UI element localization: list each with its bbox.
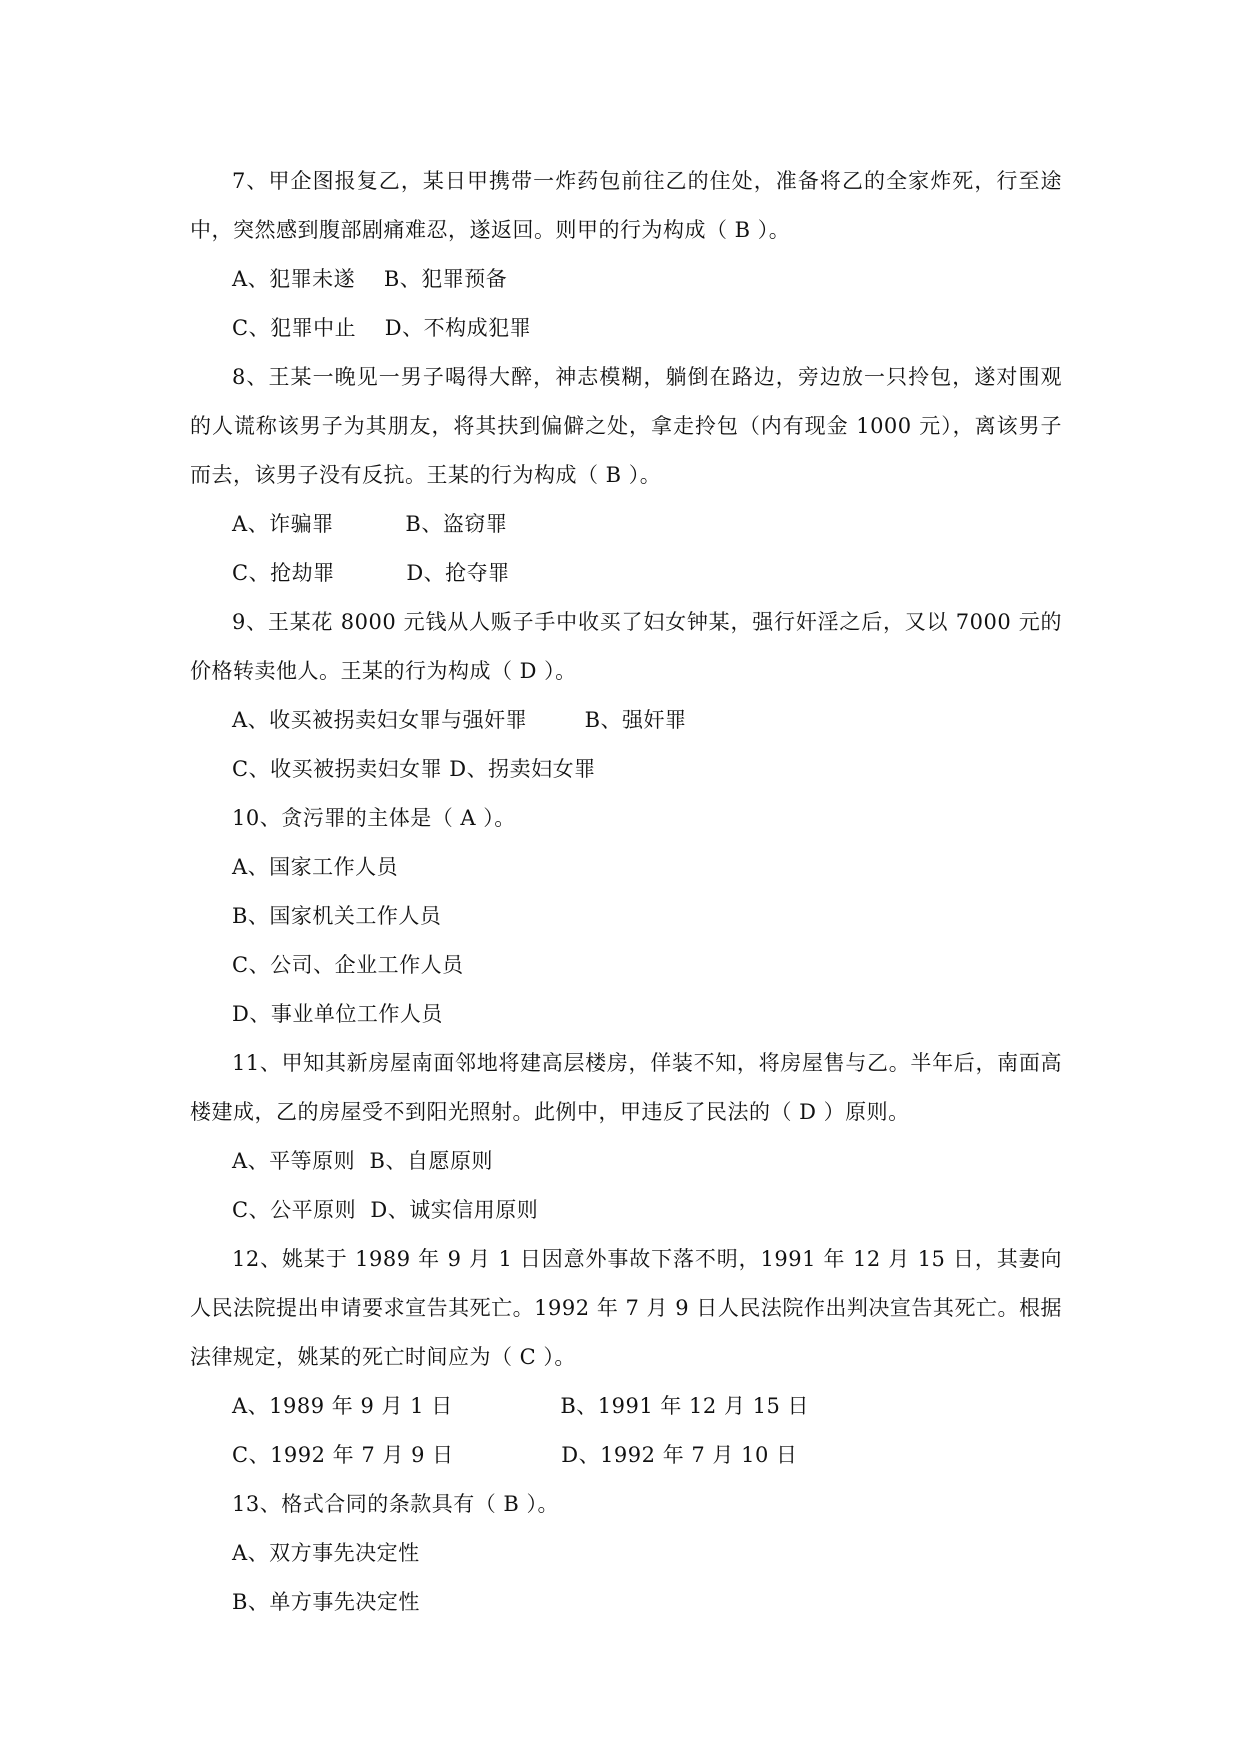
answer-options: A、平等原则 B、自愿原则 xyxy=(232,1149,493,1173)
answer-option: A、双方事先决定性 xyxy=(232,1541,420,1565)
answer-options: A、诈骗罪 B、盗窃罪 xyxy=(232,512,508,536)
question-stem: 10、贪污罪的主体是（ A ）。 xyxy=(232,806,516,830)
document-body xyxy=(190,157,1062,1627)
question-stem: 7、甲企图报复乙，某日甲携带一炸药包前往乙的住处，准备将乙的全家炸死，行至途中，突然感到腹部剧痛难忍，遂返回。则甲的行为构成（ B ）。 xyxy=(190,169,1062,242)
question-stem: 9、王某花 8000 元钱从人贩子手中收买了妇女钟某，强行奸淫之后，又以 7000 元的价格转卖他人。王某的行为构成（ D ）。 xyxy=(190,610,1062,683)
answer-options: C、抢劫罪 D、抢夺罪 xyxy=(232,561,510,585)
answer-option: B、单方事先决定性 xyxy=(232,1590,420,1614)
question-stem: 12、姚某于 1989 年 9 月 1 日因意外事故下落不明，1991 年 12 月 15 日，其妻向人民法院提出申请要求宣告其死亡。1992 年 7 月 9 日人民法院作出判决宣告其死亡。根据法律规定，姚某的死亡时间应为（ C ）。 xyxy=(190,1247,1062,1369)
answer-options: C、犯罪中止 D、不构成犯罪 xyxy=(232,316,532,340)
answer-option: A、国家工作人员 xyxy=(232,855,399,879)
answer-option: D、事业单位工作人员 xyxy=(232,1002,443,1026)
answer-option: C、公司、企业工作人员 xyxy=(232,953,464,977)
answer-options: A、收买被拐卖妇女罪与强奸罪 B、强奸罪 xyxy=(232,708,687,732)
answer-options: C、1992 年 7 月 9 日 D、1992 年 7 月 10 日 xyxy=(232,1443,798,1467)
answer-option: B、国家机关工作人员 xyxy=(232,904,442,928)
answer-options: A、犯罪未遂 B、犯罪预备 xyxy=(232,267,508,291)
question-stem: 8、王某一晚见一男子喝得大醉，神志模糊，躺倒在路边，旁边放一只拎包，遂对围观的人谎称该男子为其朋友，将其扶到偏僻之处，拿走拎包（内有现金 1000 元），离该男子而去，该男子没有反抗。王某的行为构成（ B ）。 xyxy=(190,365,1062,487)
answer-options: C、收买被拐卖妇女罪 D、拐卖妇女罪 xyxy=(232,757,596,781)
question-stem: 13、格式合同的条款具有（ B ）。 xyxy=(232,1492,560,1516)
answer-options: C、公平原则 D、诚实信用原则 xyxy=(232,1198,539,1222)
question-stem: 11、甲知其新房屋南面邻地将建高层楼房，佯装不知，将房屋售与乙。半年后，南面高楼建成，乙的房屋受不到阳光照射。此例中，甲违反了民法的（ D ）原则。 xyxy=(190,1051,1062,1124)
answer-options: A、1989 年 9 月 1 日 B、1991 年 12 月 15 日 xyxy=(232,1394,810,1418)
